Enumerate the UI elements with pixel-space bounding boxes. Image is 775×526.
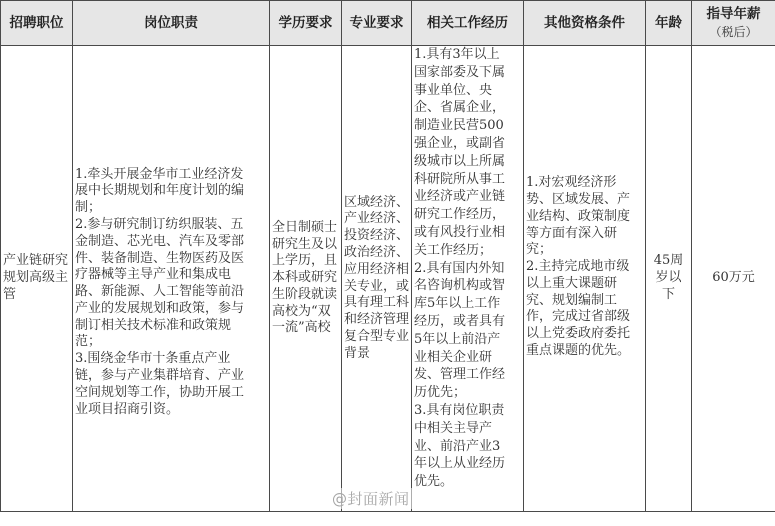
header-experience: 相关工作经历	[412, 1, 524, 46]
cell-duties: 1.牵头开展金华市工业经济发 展中长期规划和年度计划的编 制； 2.参与研究制订纺织服装、五 金制造、芯光电、汽车及零部 件、装备制造、生物医药及医 疗器械等主导产业和集成电 路、新能源、人工智能等前沿 产业的发展规划和政策，参与 制订相关技术标准和政策规 范； 3.围绕金华市十条重点产业 链，参与产业集群培育、产业 空间规划等工作，协助开展工 业项目招商引资。	[73, 46, 270, 512]
header-duties: 岗位职责	[73, 1, 270, 46]
cell-position: 产业链研究 规划高级主 管	[1, 46, 73, 512]
cell-major: 区域经济、 产业经济、 投资经济、 政治经济、 应用经济相 关专业，或 具有理工科 和经济管理 复合型专业 背景	[342, 46, 412, 512]
header-salary: 指导年薪 （税后）	[692, 1, 775, 46]
cell-education: 全日制硕士 研究生及以 上学历，且 本科或研究 生阶段就读 高校为“双 一流”高校	[270, 46, 342, 512]
cell-age: 45周 岁以 下	[646, 46, 692, 512]
header-age: 年龄	[646, 1, 692, 46]
header-major: 专业要求	[342, 1, 412, 46]
header-row	[1, 1, 775, 46]
header-salary-sub: （税后）	[709, 25, 758, 39]
cell-salary: 60万元	[692, 46, 775, 512]
cell-other: 1.对宏观经济形 势、区域发展、产 业结构、政策制度 等方面有深入研 究； 2.主持完成地市级 以上重大课题研 究、规划编制工 作，完成过省部级 以上党委政府委托 重点课题的优先。	[524, 46, 646, 512]
header-position: 招聘职位	[1, 1, 73, 46]
cell-experience: 1.具有3年以上 国家部委及下属 事业单位、央 企、省属企业， 制造业民营500 强企业，或副省 级城市以上所属 科研院所从事工 业经济或产业链 研究工作经历， 或有风投行业相 关工作经历； 2.具有国内外知 名咨询机构或智 库5年以上工作 经历，或者具有 5年以上前沿产 业相关企业研 发、管理工作经 历优先； 3.具有岗位职责 中相关主导产 业、前沿产业3 年以上从业经历 优先。	[412, 46, 524, 512]
header-education: 学历要求	[270, 1, 342, 46]
table-row	[1, 46, 775, 512]
header-other: 其他资格条件	[524, 1, 646, 46]
source-watermark: @封面新闻	[328, 488, 414, 509]
